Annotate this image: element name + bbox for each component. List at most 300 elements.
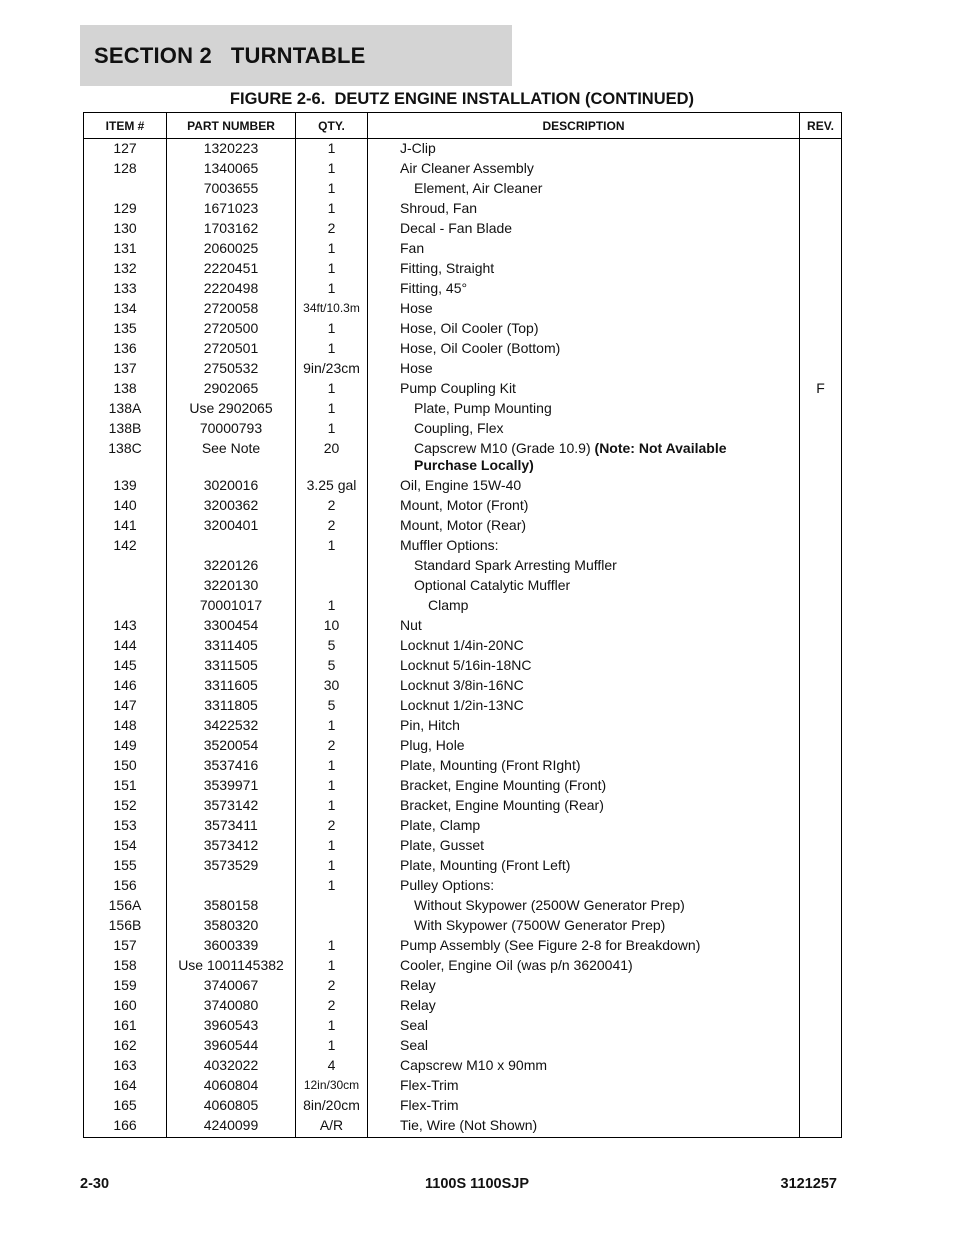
description-cell: [368, 914, 800, 934]
description-text: Locknut 3/8in-16NC: [400, 677, 524, 693]
item-number-cell: [84, 594, 167, 614]
table-row: [84, 974, 842, 994]
model-name: 1100S 1100SJP: [424, 1176, 530, 1192]
description-text: Coupling, Flex: [414, 420, 504, 436]
description-text: Fitting, Straight: [400, 260, 495, 276]
description-text: Bracket, Engine Mounting (Front): [400, 777, 607, 793]
revision-cell: [800, 894, 842, 914]
revision-cell: [800, 357, 842, 377]
item-number-cell: 158: [84, 954, 167, 974]
column-header-qty: QTY.: [296, 113, 368, 139]
revision-cell: [800, 1114, 842, 1134]
quantity-cell: 3.25 gal: [296, 474, 368, 494]
table-row: [84, 754, 842, 774]
description-text: Without Skypower (2500W Generator Prep): [414, 897, 685, 913]
description-text: Decal - Fan Blade: [400, 220, 513, 236]
part-number-cell: 1703162: [167, 217, 296, 237]
part-number-cell: 2750532: [167, 357, 296, 377]
description-text-wrap: [400, 477, 521, 493]
description-cell: [368, 814, 800, 834]
part-number-cell: 2720501: [167, 337, 296, 357]
revision-cell: [800, 397, 842, 417]
item-number-cell: 131: [84, 237, 167, 257]
item-number-cell: 134: [84, 297, 167, 317]
description-text: Hose: [400, 360, 433, 376]
description-text: Locknut 5/16in-18NC: [400, 657, 532, 673]
quantity-cell: 1: [296, 854, 368, 874]
item-number-cell: 160: [84, 994, 167, 1014]
description-text: Clamp: [428, 597, 469, 613]
item-number-cell: 156A: [84, 894, 167, 914]
quantity-cell: 12in/30cm: [296, 1074, 368, 1094]
part-number-cell: [167, 874, 296, 894]
description-text-wrap: [400, 360, 433, 376]
quantity-cell: [296, 894, 368, 914]
table-row: [84, 1074, 842, 1094]
item-number-cell: 147: [84, 694, 167, 714]
part-number-cell: 2060025: [167, 237, 296, 257]
description-cell: [368, 514, 800, 534]
item-number-cell: 142: [84, 534, 167, 554]
description-text-wrap: [400, 1077, 459, 1093]
description-text: Relay: [400, 977, 436, 993]
item-number-cell: 141: [84, 514, 167, 534]
description-text: Flex-Trim: [400, 1097, 459, 1113]
item-number-cell: 150: [84, 754, 167, 774]
description-text: Pulley Options:: [400, 877, 495, 893]
table-row: [84, 1034, 842, 1054]
description-cell: [368, 534, 800, 554]
revision-cell: [800, 814, 842, 834]
quantity-cell: 1: [296, 317, 368, 337]
table-bottom-cell: [167, 1134, 296, 1138]
description-text-wrap: [400, 440, 793, 474]
description-text-wrap: [400, 260, 494, 276]
part-number-cell: See Note: [167, 437, 296, 474]
item-number-cell: 166: [84, 1114, 167, 1134]
description-text-wrap: [400, 697, 524, 713]
item-number-cell: 149: [84, 734, 167, 754]
description-text: Tie, Wire (Not Shown): [400, 1117, 538, 1133]
part-number-cell: 1320223: [167, 139, 296, 158]
description-text: Locknut 1/2in-13NC: [400, 697, 524, 713]
description-cell: [368, 894, 800, 914]
quantity-cell: 8in/20cm: [296, 1094, 368, 1114]
description-cell: [368, 654, 800, 674]
description-text-wrap: [400, 1117, 537, 1133]
table-row: [84, 834, 842, 854]
description-text: Pump Assembly (See Figure 2-8 for Breakdown): [400, 937, 701, 953]
description-text-wrap: [400, 180, 793, 197]
description-text: Nut: [400, 617, 422, 633]
revision-cell: [800, 317, 842, 337]
description-text: Plate, Mounting (Front RIght): [400, 757, 581, 773]
description-text-wrap: [400, 1037, 428, 1053]
revision-cell: [800, 934, 842, 954]
description-text: J-Clip: [400, 140, 436, 156]
item-number-cell: 143: [84, 614, 167, 634]
part-number-cell: 3960544: [167, 1034, 296, 1054]
description-text: Mount, Motor (Front): [400, 497, 529, 513]
item-number-cell: 161: [84, 1014, 167, 1034]
table-row: [84, 177, 842, 197]
description-text-wrap: [400, 857, 570, 873]
part-number-cell: 3311605: [167, 674, 296, 694]
quantity-cell: 30: [296, 674, 368, 694]
revision-cell: [800, 1014, 842, 1034]
item-number-cell: 153: [84, 814, 167, 834]
item-number-cell: 138C: [84, 437, 167, 474]
table-row: [84, 594, 842, 614]
table-row: [84, 317, 842, 337]
table-row: [84, 1014, 842, 1034]
revision-cell: F: [800, 377, 842, 397]
table-row: [84, 854, 842, 874]
table-row: [84, 714, 842, 734]
item-number-cell: 163: [84, 1054, 167, 1074]
description-text-wrap: [400, 1017, 428, 1033]
description-cell: [368, 1074, 800, 1094]
description-cell: [368, 934, 800, 954]
table-row: [84, 197, 842, 217]
quantity-cell: 1: [296, 1034, 368, 1054]
part-number-cell: Use 1001145382: [167, 954, 296, 974]
revision-cell: [800, 634, 842, 654]
part-number-cell: 3220126: [167, 554, 296, 574]
quantity-cell: 4: [296, 1054, 368, 1074]
table-row: [84, 634, 842, 654]
part-number-cell: 70001017: [167, 594, 296, 614]
table-row: [84, 1114, 842, 1134]
part-number-cell: 3537416: [167, 754, 296, 774]
description-text: Fitting, 45°: [400, 280, 468, 296]
part-number-cell: 4060804: [167, 1074, 296, 1094]
item-number-cell: 139: [84, 474, 167, 494]
item-number-cell: 164: [84, 1074, 167, 1094]
table-row: [84, 1094, 842, 1114]
item-number-cell: 144: [84, 634, 167, 654]
table-row: [84, 934, 842, 954]
part-number-cell: 2720500: [167, 317, 296, 337]
part-number-cell: 2220498: [167, 277, 296, 297]
quantity-cell: 1: [296, 417, 368, 437]
quantity-cell: 1: [296, 139, 368, 158]
part-number-cell: Use 2902065: [167, 397, 296, 417]
description-text: Pump Coupling Kit: [400, 380, 516, 396]
quantity-cell: 1: [296, 377, 368, 397]
quantity-cell: 1: [296, 594, 368, 614]
quantity-cell: 34ft/10.3m: [296, 297, 368, 317]
table-row: [84, 474, 842, 494]
quantity-cell: 1: [296, 834, 368, 854]
item-number-cell: 156: [84, 874, 167, 894]
part-number-cell: 2902065: [167, 377, 296, 397]
part-number-cell: 3520054: [167, 734, 296, 754]
description-text-wrap: [400, 1057, 547, 1073]
revision-cell: [800, 674, 842, 694]
part-number-cell: 1340065: [167, 157, 296, 177]
description-text: Plug, Hole: [400, 737, 465, 753]
table-row: [84, 874, 842, 894]
description-cell: [368, 277, 800, 297]
table-row: [84, 139, 842, 158]
description-text-wrap: [400, 797, 604, 813]
part-number-cell: 3573411: [167, 814, 296, 834]
revision-cell: [800, 337, 842, 357]
quantity-cell: 1: [296, 774, 368, 794]
quantity-cell: 20: [296, 437, 368, 474]
description-text: Air Cleaner Assembly: [400, 160, 534, 176]
revision-cell: [800, 594, 842, 614]
description-cell: [368, 397, 800, 417]
parts-table-body: [84, 139, 842, 1138]
quantity-cell: 1: [296, 197, 368, 217]
table-bottom-cell: [296, 1134, 368, 1138]
description-text-wrap: [400, 837, 484, 853]
revision-cell: [800, 217, 842, 237]
quantity-cell: 1: [296, 157, 368, 177]
quantity-cell: 5: [296, 634, 368, 654]
quantity-cell: [296, 574, 368, 594]
description-text: Capscrew M10 (Grade 10.9): [414, 440, 595, 456]
quantity-cell: 2: [296, 974, 368, 994]
table-row: [84, 257, 842, 277]
revision-cell: [800, 277, 842, 297]
description-cell: [368, 954, 800, 974]
figure-title: FIGURE 2-6. DEUTZ ENGINE INSTALLATION (CONTINUED): [229, 90, 695, 108]
part-number-cell: 70000793: [167, 417, 296, 437]
table-row: [84, 357, 842, 377]
description-cell: [368, 157, 800, 177]
table-row: [84, 774, 842, 794]
description-cell: [368, 1054, 800, 1074]
part-number-cell: 3311805: [167, 694, 296, 714]
table-row: [84, 614, 842, 634]
revision-cell: [800, 417, 842, 437]
description-cell: [368, 357, 800, 377]
description-cell: [368, 437, 800, 474]
part-number-cell: 3200401: [167, 514, 296, 534]
quantity-cell: 1: [296, 397, 368, 417]
item-number-cell: [84, 574, 167, 594]
quantity-cell: 2: [296, 734, 368, 754]
table-row: [84, 157, 842, 177]
table-bottom-cell: [84, 1134, 167, 1138]
part-number-cell: 3960543: [167, 1014, 296, 1034]
description-text-wrap: [400, 1097, 459, 1113]
description-text-wrap: [400, 320, 539, 336]
description-text: Capscrew M10 x 90mm: [400, 1057, 548, 1073]
column-header-rev: REV.: [800, 113, 842, 139]
quantity-cell: 5: [296, 654, 368, 674]
description-text: Flex-Trim: [400, 1077, 459, 1093]
table-row: [84, 954, 842, 974]
item-number-cell: 137: [84, 357, 167, 377]
description-cell: [368, 494, 800, 514]
description-cell: [368, 634, 800, 654]
quantity-cell: 1: [296, 257, 368, 277]
part-number-cell: 2720058: [167, 297, 296, 317]
table-row: [84, 654, 842, 674]
description-cell: [368, 139, 800, 158]
revision-cell: [800, 734, 842, 754]
item-number-cell: [84, 554, 167, 574]
description-text: Fan: [400, 240, 425, 256]
table-row: [84, 554, 842, 574]
table-row: [84, 914, 842, 934]
quantity-cell: 1: [296, 794, 368, 814]
table-row: [84, 377, 842, 397]
part-number-cell: 3020016: [167, 474, 296, 494]
item-number-cell: 132: [84, 257, 167, 277]
table-row: [84, 734, 842, 754]
quantity-cell: 10: [296, 614, 368, 634]
description-text-wrap: [400, 717, 460, 733]
description-text-wrap: [400, 160, 534, 176]
part-number-cell: 3580320: [167, 914, 296, 934]
quantity-cell: 1: [296, 1014, 368, 1034]
item-number-cell: [84, 177, 167, 197]
quantity-cell: 1: [296, 934, 368, 954]
item-number-cell: 135: [84, 317, 167, 337]
table-bottom-cell: [800, 1134, 842, 1138]
description-text-wrap: [400, 737, 465, 753]
description-text-wrap: [400, 200, 477, 216]
table-row: [84, 417, 842, 437]
description-text-wrap: [400, 340, 560, 356]
description-text: Cooler, Engine Oil (was p/n 3620041): [400, 957, 633, 973]
revision-cell: [800, 834, 842, 854]
part-number-cell: 3740067: [167, 974, 296, 994]
description-cell: [368, 714, 800, 734]
description-text-wrap: [400, 657, 532, 673]
part-number-cell: [167, 534, 296, 554]
item-number-cell: 129: [84, 197, 167, 217]
description-text-wrap: [400, 897, 793, 914]
description-cell: [368, 834, 800, 854]
revision-cell: [800, 694, 842, 714]
description-cell: [368, 874, 800, 894]
description-text: Seal: [400, 1017, 429, 1033]
description-text: Standard Spark Arresting Muffler: [414, 557, 617, 573]
quantity-cell: 1: [296, 534, 368, 554]
description-text: Relay: [400, 997, 436, 1013]
description-cell: [368, 197, 800, 217]
item-number-cell: 152: [84, 794, 167, 814]
description-text: Pin, Hitch: [400, 717, 460, 733]
part-number-cell: 3311505: [167, 654, 296, 674]
revision-cell: [800, 914, 842, 934]
part-number-cell: 3600339: [167, 934, 296, 954]
table-row: [84, 397, 842, 417]
revision-cell: [800, 494, 842, 514]
description-text-wrap: [400, 637, 524, 653]
part-number-cell: 4240099: [167, 1114, 296, 1134]
table-header-row: [84, 113, 842, 139]
description-cell: [368, 417, 800, 437]
description-text: Seal: [400, 1037, 429, 1053]
description-text: Plate, Mounting (Front Left): [400, 857, 571, 873]
parts-table: [83, 112, 842, 1138]
description-text-wrap: [400, 817, 480, 833]
description-cell: [368, 257, 800, 277]
item-number-cell: 157: [84, 934, 167, 954]
quantity-cell: [296, 554, 368, 574]
revision-cell: [800, 514, 842, 534]
item-number-cell: 130: [84, 217, 167, 237]
quantity-cell: [296, 914, 368, 934]
description-text-wrap: [400, 517, 526, 533]
quantity-cell: 2: [296, 814, 368, 834]
item-number-cell: 155: [84, 854, 167, 874]
description-cell: [368, 237, 800, 257]
description-text-wrap: [400, 957, 633, 973]
table-row: [84, 437, 842, 474]
revision-cell: [800, 534, 842, 554]
description-text-wrap: [400, 617, 422, 633]
description-cell: [368, 994, 800, 1014]
description-cell: [368, 554, 800, 574]
revision-cell: [800, 994, 842, 1014]
description-cell: [368, 794, 800, 814]
description-text-wrap: [400, 577, 793, 594]
description-cell: [368, 754, 800, 774]
revision-cell: [800, 1074, 842, 1094]
description-cell: [368, 1034, 800, 1054]
table-row: [84, 794, 842, 814]
table-row: [84, 237, 842, 257]
table-row: [84, 894, 842, 914]
description-cell: [368, 217, 800, 237]
revision-cell: [800, 139, 842, 158]
revision-cell: [800, 554, 842, 574]
item-number-cell: 156B: [84, 914, 167, 934]
description-note: (Note: Not Available Purchase Locally): [414, 440, 727, 473]
item-number-cell: 136: [84, 337, 167, 357]
quantity-cell: 1: [296, 337, 368, 357]
description-text-wrap: [400, 400, 793, 417]
quantity-cell: 1: [296, 714, 368, 734]
description-cell: [368, 594, 800, 614]
description-text: Muffler Options:: [400, 537, 499, 553]
description-text-wrap: [400, 420, 793, 437]
table-row: [84, 337, 842, 357]
description-text: Shroud, Fan: [400, 200, 478, 216]
section-title: SECTION 2 TURNTABLE: [94, 43, 366, 68]
part-number-cell: 7003655: [167, 177, 296, 197]
description-cell: [368, 1114, 800, 1134]
description-text: Hose, Oil Cooler (Bottom): [400, 340, 561, 356]
revision-cell: [800, 654, 842, 674]
part-number-cell: 1671023: [167, 197, 296, 217]
item-number-cell: 162: [84, 1034, 167, 1054]
description-text-wrap: [400, 757, 581, 773]
description-cell: [368, 337, 800, 357]
table-row: [84, 494, 842, 514]
column-header-part-number: PART NUMBER: [167, 113, 296, 139]
item-number-cell: 127: [84, 139, 167, 158]
section-header: [80, 25, 512, 86]
description-text: Plate, Clamp: [400, 817, 481, 833]
table-row: [84, 514, 842, 534]
description-cell: [368, 1094, 800, 1114]
description-cell: [368, 297, 800, 317]
quantity-cell: 2: [296, 494, 368, 514]
revision-cell: [800, 257, 842, 277]
description-cell: [368, 317, 800, 337]
table-row: [84, 674, 842, 694]
description-text: Plate, Gusset: [400, 837, 485, 853]
